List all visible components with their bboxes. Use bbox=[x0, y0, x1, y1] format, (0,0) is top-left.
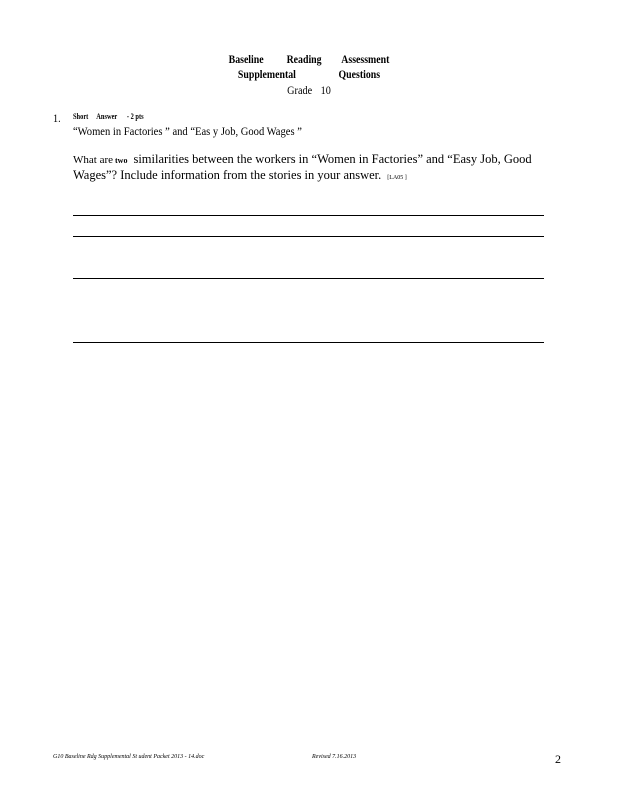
subtitle-word-questions: Questions bbox=[338, 67, 381, 81]
footer-revised: Revised 7.16.2013 bbox=[312, 754, 357, 760]
footer-file-name: G10 Baseline Rdg Supplemental St udent Packet 2013 - 14.doc bbox=[53, 754, 205, 760]
title-word-assessment: Assessment bbox=[341, 52, 390, 66]
question-type bbox=[73, 112, 144, 121]
question-number: 1. bbox=[53, 111, 61, 125]
question-points: - 2 pts bbox=[126, 112, 144, 121]
question-type-answer: Answer bbox=[96, 112, 118, 121]
prompt-text: similarities between the workers in “Women in Factories” and “Easy Job, Good Wages”? Include information from the stories in your answer. bbox=[73, 152, 532, 182]
grade-label: Grade bbox=[287, 83, 313, 97]
page-number: 2 bbox=[555, 752, 561, 766]
page-header bbox=[0, 52, 618, 97]
title-word-reading: Reading bbox=[286, 52, 322, 66]
question-passages: “Women in Factories ” and “Eas y Job, Good Wages ” bbox=[73, 124, 302, 138]
question-prompt bbox=[73, 152, 543, 185]
page-subtitle bbox=[56, 67, 563, 82]
answer-line[interactable] bbox=[73, 278, 544, 279]
subtitle-word-supplemental: Supplemental bbox=[237, 67, 296, 81]
answer-line[interactable] bbox=[73, 236, 544, 237]
answer-line[interactable] bbox=[73, 342, 544, 343]
title-word-baseline: Baseline bbox=[228, 52, 264, 66]
grade-line bbox=[46, 83, 571, 97]
footer bbox=[53, 754, 357, 760]
page-title bbox=[56, 52, 563, 67]
answer-line[interactable] bbox=[73, 215, 544, 216]
standard-code: [LA05 ] bbox=[387, 175, 407, 181]
prompt-lead: What are bbox=[73, 154, 113, 166]
grade-value: 10 bbox=[320, 83, 331, 97]
prompt-emphasis: two bbox=[115, 156, 128, 165]
question-type-short: Short bbox=[73, 112, 89, 121]
